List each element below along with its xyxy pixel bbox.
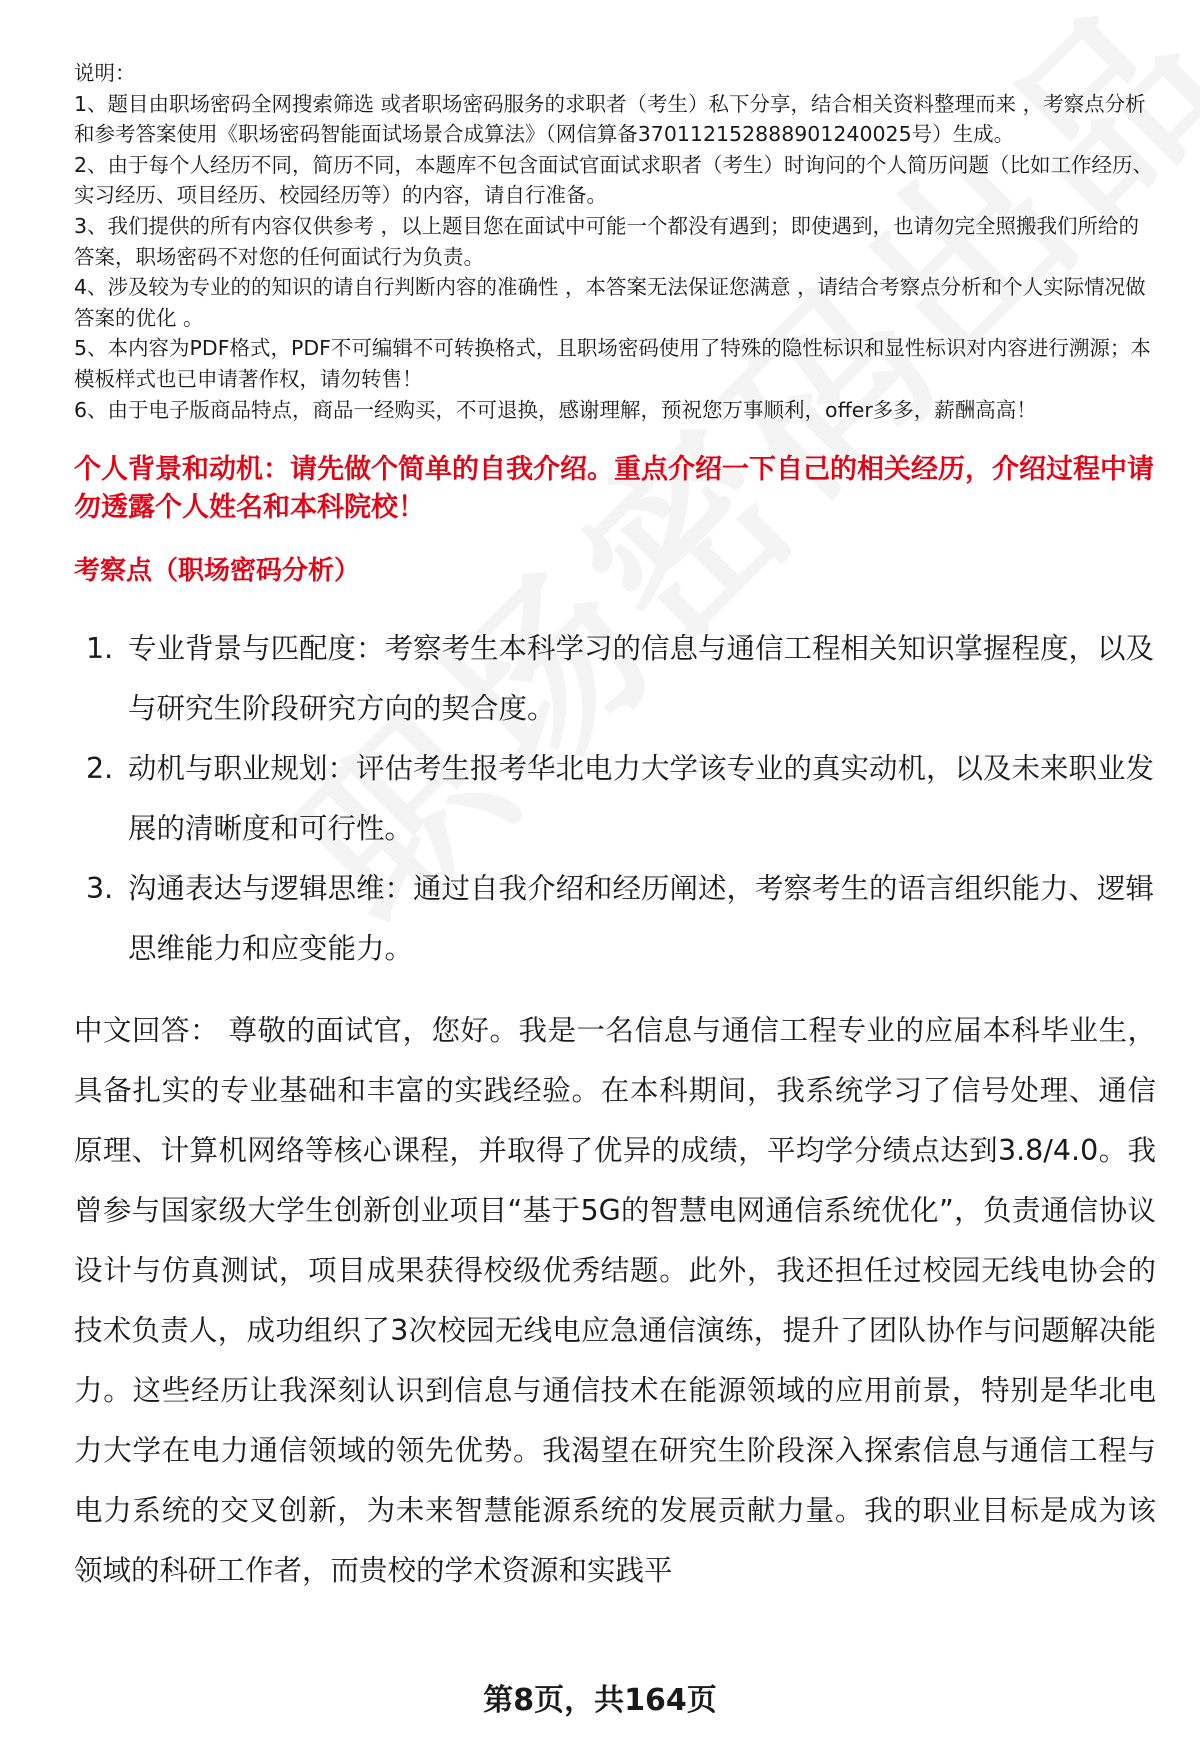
analysis-point: [74, 619, 1156, 739]
analysis-point: [74, 859, 1156, 979]
answer-paragraph: 中文回答： 尊敬的面试官，您好。我是一名信息与通信工程专业的应届本科毕业生，具备扎实的专业基础和丰富的实践经验。在本科期间，我系统学习了信号处理、通信原理、计算机网络等核心课程，并取得了优异的成绩，平均学分绩点达到3.8/4.0。我曾参与国家级大学生创新创业项目“基于5G的智慧电网通信系统优化”，负责通信协议设计与仿真测试，项目成果获得校级优秀结题。此外，我还担任过校园无线电协会的技术负责人，成功组织了3次校园无线电应急通信演练，提升了团队协作与问题解决能力。这些经历让我深刻认识到信息与通信技术在能源领域的应用前景，特别是华北电力大学在电力通信领域的领先优势。我渴望在研究生阶段深入探索信息与通信工程与电力系统的交叉创新，为未来智慧能源系统的发展贡献力量。我的职业目标是成为该领域的科研工作者，而贵校的学术资源和实践平: [74, 1014, 1156, 1588]
point-text: 专业背景与匹配度：考察考生本科学习的信息与通信工程相关知识掌握程度，以及与研究生阶段研究方向的契合度。: [128, 632, 1155, 726]
point-text: 沟通表达与逻辑思维：通过自我介绍和经历阐述，考察考生的语言组织能力、逻辑思维能力和应变能力。: [128, 872, 1155, 966]
analysis-point: [74, 739, 1156, 859]
notice-item-1: 1、题目由职场密码全网搜索筛选 或者职场密码服务的求职者（考生）私下分享，结合相关资料整理而来 ，考察点分析和参考答案使用《职场密码智能面试场景合成算法》（网信算备370112152888901240025号）生成。: [74, 91, 1146, 147]
analysis-heading: 考察点（职场密码分析）: [74, 556, 361, 587]
point-number: 1.: [86, 632, 114, 666]
page-number: 第8页，共164页: [483, 1683, 717, 1718]
point-text: 动机与职业规划：评估考生报考华北电力大学该专业的真实动机，以及未来职业发展的清晰度和可行性。: [128, 752, 1155, 846]
point-number: 2.: [86, 752, 114, 786]
analysis-points-list: [74, 619, 1156, 979]
interview-question: 个人背景和动机：请先做个简单的自我介绍。重点介绍一下自己的相关经历，介绍过程中请勿透露个人姓名和本科院校！: [74, 454, 1154, 524]
notice-item-5: 5、本内容为PDF格式，PDF不可编辑不可转换格式，且职场密码使用了特殊的隐性标识和显性标识对内容进行溯源；本模板样式也已申请著作权，请勿转售！: [74, 336, 1151, 391]
notice-item-4: 4、涉及较为专业的的知识的请自行判断内容的准确性 ，本答案无法保证您满意 ，请结合考察点分析和个人实际情况做答案的优化 。: [74, 275, 1146, 330]
point-number: 3.: [86, 872, 114, 906]
notice-item-3: 3、我们提供的所有内容仅供参考 ，以上题目您在面试中可能一个都没有遇到；即使遇到，也请勿完全照搬我们所给的答案，职场密码不对您的任何面试行为负责。: [74, 213, 1140, 269]
notice-block: [74, 58, 1156, 425]
page-content: [74, 58, 1156, 1601]
notice-item-2: 2、由于每个人经历不同，简历不同，本题库不包含面试官面试求职者（考生）时询问的个人简历问题（比如工作经历、实习经历、项目经历、校园经历等）的内容，请自行准备。: [74, 152, 1154, 208]
notice-title: 说明：: [74, 61, 136, 85]
notice-item-6: 6、由于电子版商品特点，商品一经购买，不可退换，感谢理解，预祝您万事顺利，offer多多，薪酬高高！: [74, 397, 1037, 422]
